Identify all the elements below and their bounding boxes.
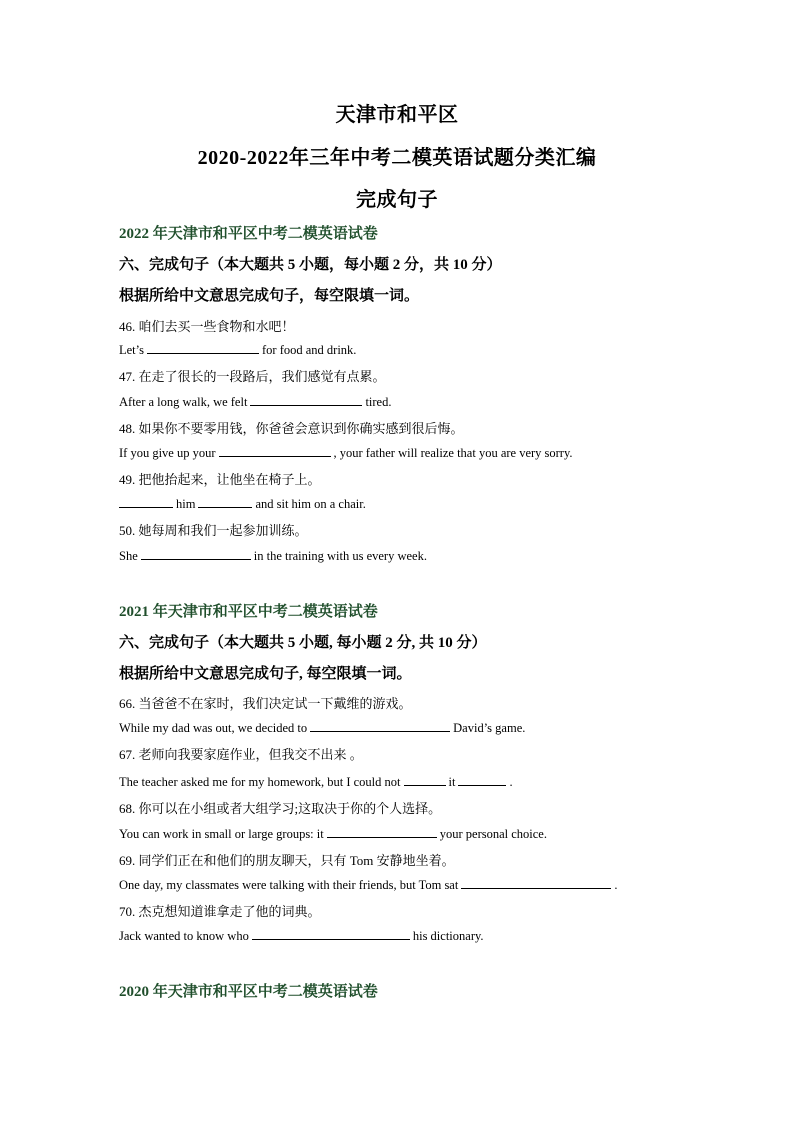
question-68-cn: 68. 你可以在小组或者大组学习;这取决于你的个人选择。	[119, 801, 442, 816]
question-67-en: The teacher asked me for my homework, but I could not it .	[119, 775, 513, 789]
section-instruction-2022-b: 根据所给中文意思完成句子，每空限填一词。	[119, 288, 420, 304]
answer-blank[interactable]	[461, 877, 611, 889]
question-48-en: If you give up your , your father will realize that you are very sorry.	[119, 446, 573, 460]
answer-blank[interactable]	[119, 496, 173, 508]
title-topic: 完成句子	[356, 189, 438, 211]
question-47-en: After a long walk, we felt tired.	[119, 395, 392, 409]
title-collection: 2020-2022年三年中考二模英语试题分类汇编	[197, 147, 597, 169]
question-49-cn: 49. 把他抬起来，让他坐在椅子上。	[119, 472, 321, 487]
question-69-en: One day, my classmates were talking with their friends, but Tom sat .	[119, 878, 618, 892]
question-70-en: Jack wanted to know who his dictionary.	[119, 929, 484, 943]
section-instruction-2021-b: 根据所给中文意思完成句子, 每空限填一词。	[119, 666, 412, 682]
question-68-en: You can work in small or large groups: it your personal choice.	[119, 827, 547, 841]
question-67-cn: 67. 老师向我要家庭作业，但我交不出来 。	[119, 747, 363, 762]
section-instruction-2021: 六、完成句子（本大题共 5 小题, 每小题 2 分, 共 10 分）	[119, 635, 487, 651]
question-46-cn: 46. 咱们去买一些食物和水吧！	[119, 319, 295, 334]
section-heading-2020: 2020 年天津市和平区中考二模英语试卷	[119, 984, 378, 1000]
question-50-en: She in the training with us every week.	[119, 549, 427, 563]
answer-blank[interactable]	[250, 394, 362, 406]
question-70-cn: 70. 杰克想知道谁拿走了他的词典。	[119, 904, 321, 919]
section-heading-2021: 2021 年天津市和平区中考二模英语试卷	[119, 604, 378, 620]
answer-blank[interactable]	[219, 445, 331, 457]
answer-blank[interactable]	[141, 548, 251, 560]
question-49-en: him and sit him on a chair.	[119, 496, 366, 512]
question-48-cn: 48. 如果你不要零用钱，你爸爸会意识到你确实感到很后悔。	[119, 421, 464, 436]
answer-blank[interactable]	[458, 774, 506, 786]
answer-blank[interactable]	[198, 496, 252, 508]
question-46-en: Let’s for food and drink.	[119, 343, 357, 357]
section-instruction-2022: 六、完成句子（本大题共 5 小题，每小题 2 分，共 10 分）	[119, 257, 502, 273]
question-47-cn: 47. 在走了很长的一段路后，我们感觉有点累。	[119, 369, 386, 384]
answer-blank[interactable]	[310, 720, 450, 732]
question-66-en: While my dad was out, we decided to David’s game.	[119, 721, 526, 735]
section-heading-2022: 2022 年天津市和平区中考二模英语试卷	[119, 226, 378, 242]
question-50-cn: 50. 她每周和我们一起参加训练。	[119, 523, 308, 538]
question-69-cn: 69. 同学们正在和他们的朋友聊天，只有 Tom 安静地坐着。	[119, 853, 455, 868]
title-district: 天津市和平区	[335, 104, 459, 126]
answer-blank[interactable]	[147, 342, 259, 354]
question-66-cn: 66. 当爸爸不在家时，我们决定试一下戴维的游戏。	[119, 696, 412, 711]
answer-blank[interactable]	[252, 928, 410, 940]
answer-blank[interactable]	[404, 774, 446, 786]
answer-blank[interactable]	[327, 826, 437, 838]
